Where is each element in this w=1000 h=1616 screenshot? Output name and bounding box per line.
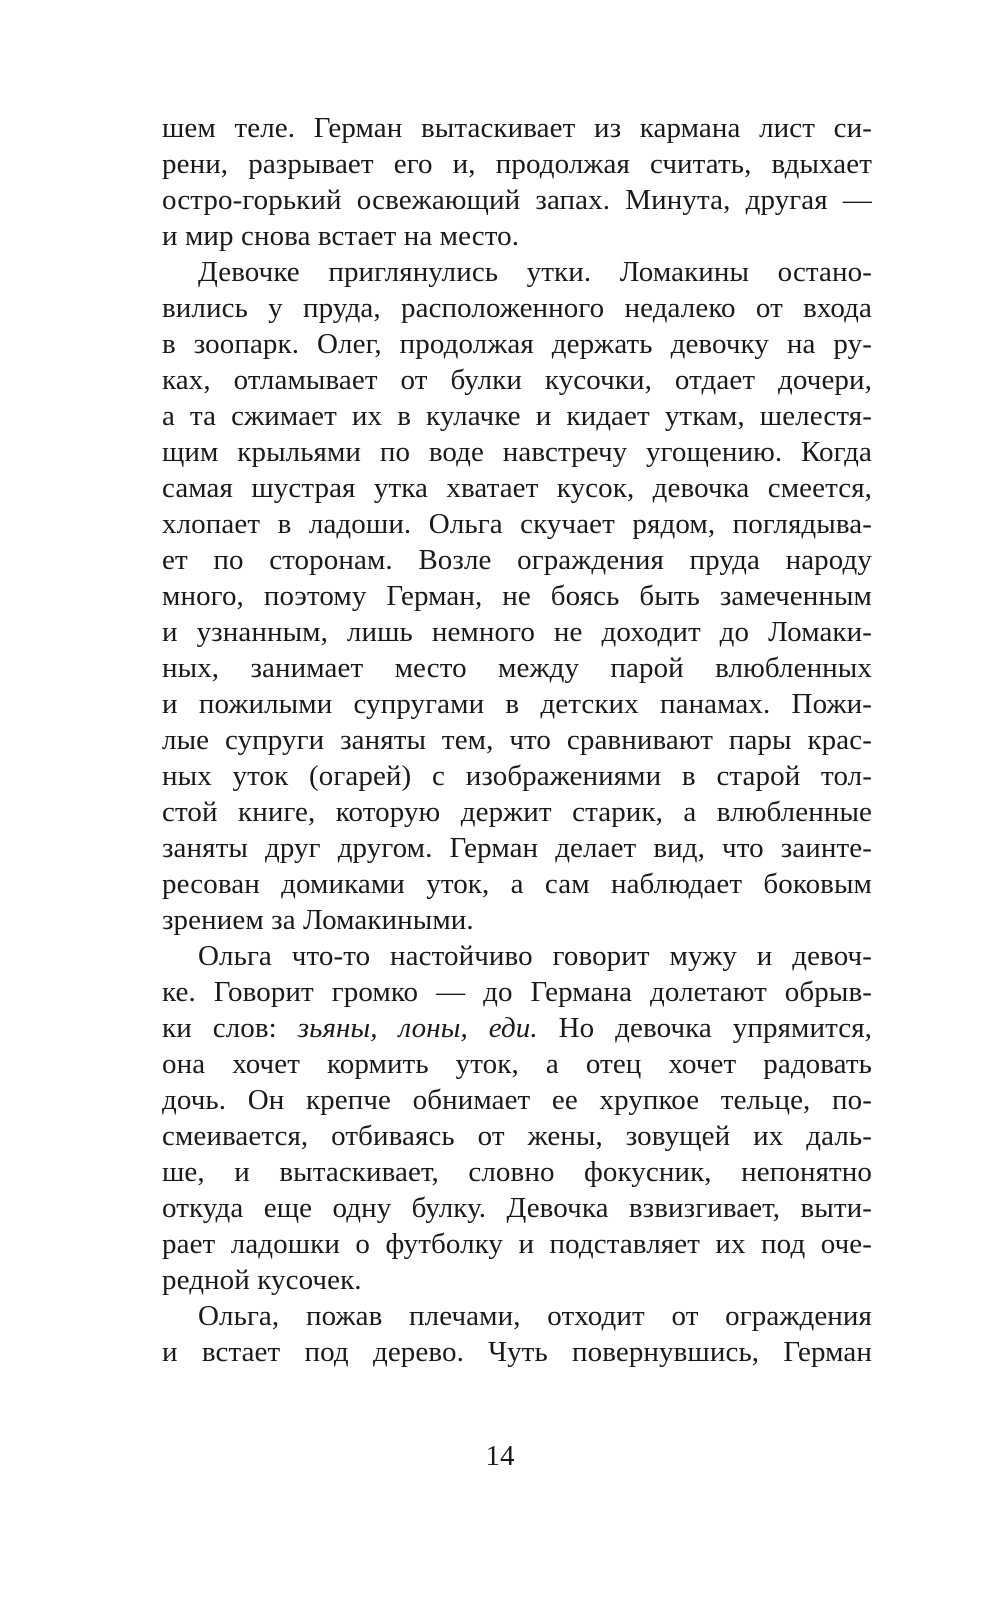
text-line: она хочет кормить уток, а отец хочет радовать	[162, 1048, 872, 1080]
text-line: стой книге, которую держит старик, а влюбленные	[162, 796, 872, 828]
text-line: заняты друг другом. Герман делает вид, что заинте-	[162, 832, 872, 864]
text-line: и узнанным, лишь немного не доходит до Ломаки-	[162, 616, 872, 648]
text-line: откуда еще одну булку. Девочка взвизгивает, выти-	[162, 1192, 872, 1224]
text-line: редной кусочек.	[162, 1264, 362, 1296]
text-line: Ольга что-то настойчиво говорит мужу и девоч-	[198, 940, 872, 972]
text-line: Девочке приглянулись утки. Ломакины остано-	[198, 256, 872, 288]
text-line: рает ладошки о футболку и подставляет их под оче-	[162, 1228, 872, 1260]
text-line: шем теле. Герман вытаскивает из кармана лист си-	[162, 112, 872, 144]
text-line: ет по сторонам. Возле ограждения пруда народу	[162, 544, 872, 576]
text-line: ных, занимает место между парой влюбленных	[162, 652, 872, 684]
text-line: ше, и вытаскивает, словно фокусник, непонятно	[162, 1156, 872, 1188]
text-line: дочь. Он крепче обнимает ее хрупкое тельце, по-	[162, 1084, 872, 1116]
text-line: лые супруги заняты тем, что сравнивают пары крас-	[162, 724, 872, 756]
text-line	[162, 1010, 872, 1046]
text-line: вились у пруда, расположенного недалеко от входа	[162, 292, 872, 324]
text-line: в зоопарк. Олег, продолжая держать девочку на ру-	[162, 328, 872, 360]
text-line: и встает под дерево. Чуть повернувшись, Герман	[162, 1336, 872, 1368]
text-line: зрением за Ломакиными.	[162, 904, 474, 936]
text-line: и пожилыми супругами в детских панамах. Пожи-	[162, 688, 872, 720]
text-line: остро-горький освежающий запах. Минута, другая —	[162, 184, 872, 216]
text-line-head: ки слов:	[162, 1012, 298, 1044]
text-line: хлопает в ладоши. Ольга скучает рядом, поглядыва-	[162, 508, 872, 540]
text-line: рени, разрывает его и, продолжая считать, вдыхает	[162, 148, 872, 180]
text-line: самая шустрая утка хватает кусок, девочка смеется,	[162, 472, 872, 504]
text-line: ресован домиками уток, а сам наблюдает боковым	[162, 868, 872, 900]
text-line: ке. Говорит громко — до Германа долетают обрыв-	[162, 976, 872, 1008]
text-line: а та сжимает их в кулачке и кидает уткам, шелестя-	[162, 400, 872, 432]
text-line: смеивается, отбиваясь от жены, зовущей их даль-	[162, 1120, 872, 1152]
text-line: Ольга, пожав плечами, отходит от ограждения	[198, 1300, 872, 1332]
page-number: 14	[485, 1440, 515, 1472]
text-line: ных уток (огарей) с изображениями в старой тол-	[162, 760, 872, 792]
text-line: ках, отламывает от булки кусочки, отдает дочери,	[162, 364, 872, 396]
italic-words: зьяны, лоны, еди.	[297, 1012, 538, 1044]
text-line: щим крыльями по воде навстречу угощению. Когда	[162, 436, 872, 468]
text-line-tail: Но девочка упрямится,	[537, 1012, 872, 1044]
body-text	[162, 110, 872, 1370]
text-line: много, поэтому Герман, не боясь быть замеченным	[162, 580, 872, 612]
text-line: и мир снова встает на место.	[162, 220, 520, 252]
